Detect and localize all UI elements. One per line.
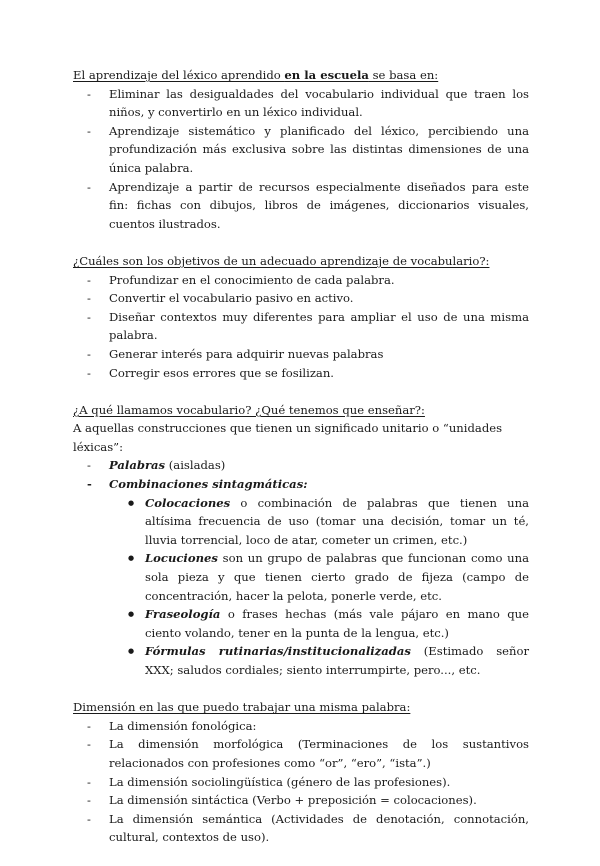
sub-list-item: ● Fraseología o frases hechas (más vale pájaro en mano que ciento volando, tener en la punta de la lengua, etc.) (73, 605, 529, 642)
list-item: - La dimensión semántica (Actividades de denotación, connotación, cultural, contextos de uso). (73, 810, 529, 847)
list-item: - Profundizar en el conocimiento de cada palabra. (73, 271, 529, 290)
bullet-list (73, 717, 529, 847)
section-objetivos (73, 252, 529, 382)
document-page (73, 66, 529, 866)
list-item: - Corregir esos errores que se fosilizan. (73, 364, 529, 383)
list-item: - La dimensión morfológica (Terminaciones de los sustantivos relacionados con profesiones como “or”, “ero”, “ista”.) (73, 735, 529, 772)
section-heading: ¿A qué llamamos vocabulario? ¿Qué tenemos que enseñar?: (73, 402, 425, 417)
list-item-combinaciones (73, 475, 529, 680)
term: Fórmulas rutinarias/institucionalizadas (145, 644, 411, 659)
sub-list-item: ● Fórmulas rutinarias/institucionalizadas (Estimado señor XXX; saludos cordiales; siento interrumpirte, pero..., etc. (73, 642, 529, 679)
bullet-list (73, 85, 529, 234)
list-item: - Aprendizaje a partir de recursos especialmente diseñados para este fin: fichas con dibujos, libros de imágenes, diccionarios visuales, cuentos ilustrados. (73, 178, 529, 234)
section-heading: Dimensión en las que puedo trabajar una misma palabra: (73, 700, 411, 715)
section-heading: El aprendizaje del léxico aprendido en la escuela se basa en: (73, 68, 439, 82)
list-item: - La dimensión sintáctica (Verbo + preposición = colocaciones). (73, 791, 529, 810)
section-dimensiones (73, 698, 529, 847)
section-vocabulario (73, 401, 529, 680)
sub-list-item: ● Colocaciones o combinación de palabras que tienen una altísima frecuencia de uso (tomar una decisión, tomar un té, lluvia torrencial, loco de atar, cometer un crimen, etc.) (73, 494, 529, 550)
list-item-palabras: - Palabras (aisladas) (73, 456, 529, 475)
list-item: - Generar interés para adquirir nuevas palabras (73, 345, 529, 364)
term: Palabras (109, 458, 166, 473)
term: Fraseología (145, 607, 221, 622)
term: Colocaciones (145, 495, 231, 510)
section-aprendizaje-escuela (73, 66, 529, 233)
list-item: - La dimensión sociolingüística (género de las profesiones). (73, 773, 529, 792)
bullet-list (73, 456, 529, 679)
sub-list-item: ● Locuciones son un grupo de palabras que funcionan como una sola pieza y que tienen cierto grado de fijeza (campo de concentración, hacer la pelota, ponerle verde, etc. (73, 549, 529, 605)
term: Combinaciones sintagmáticas: (109, 477, 308, 492)
section-heading: ¿Cuáles son los objetivos de un adecuado aprendizaje de vocabulario?: (73, 253, 490, 268)
list-item: - Aprendizaje sistemático y planificado del léxico, percibiendo una profundización más exclusiva sobre las distintas dimensiones de una única palabra. (73, 122, 529, 178)
term: Locuciones (145, 551, 218, 566)
bullet-list (73, 271, 529, 383)
list-item: - Diseñar contextos muy diferentes para ampliar el uso de una misma palabra. (73, 308, 529, 345)
list-item: - Eliminar las desigualdades del vocabulario individual que traen los niños, y convertirlo en un léxico individual. (73, 85, 529, 122)
sub-bullet-list (109, 494, 529, 680)
list-item: - Convertir el vocabulario pasivo en activo. (73, 289, 529, 308)
section-intro: A aquellas construcciones que tienen un significado unitario o “unidades léxicas”: (73, 421, 503, 454)
list-item: - La dimensión fonológica: (73, 717, 529, 736)
